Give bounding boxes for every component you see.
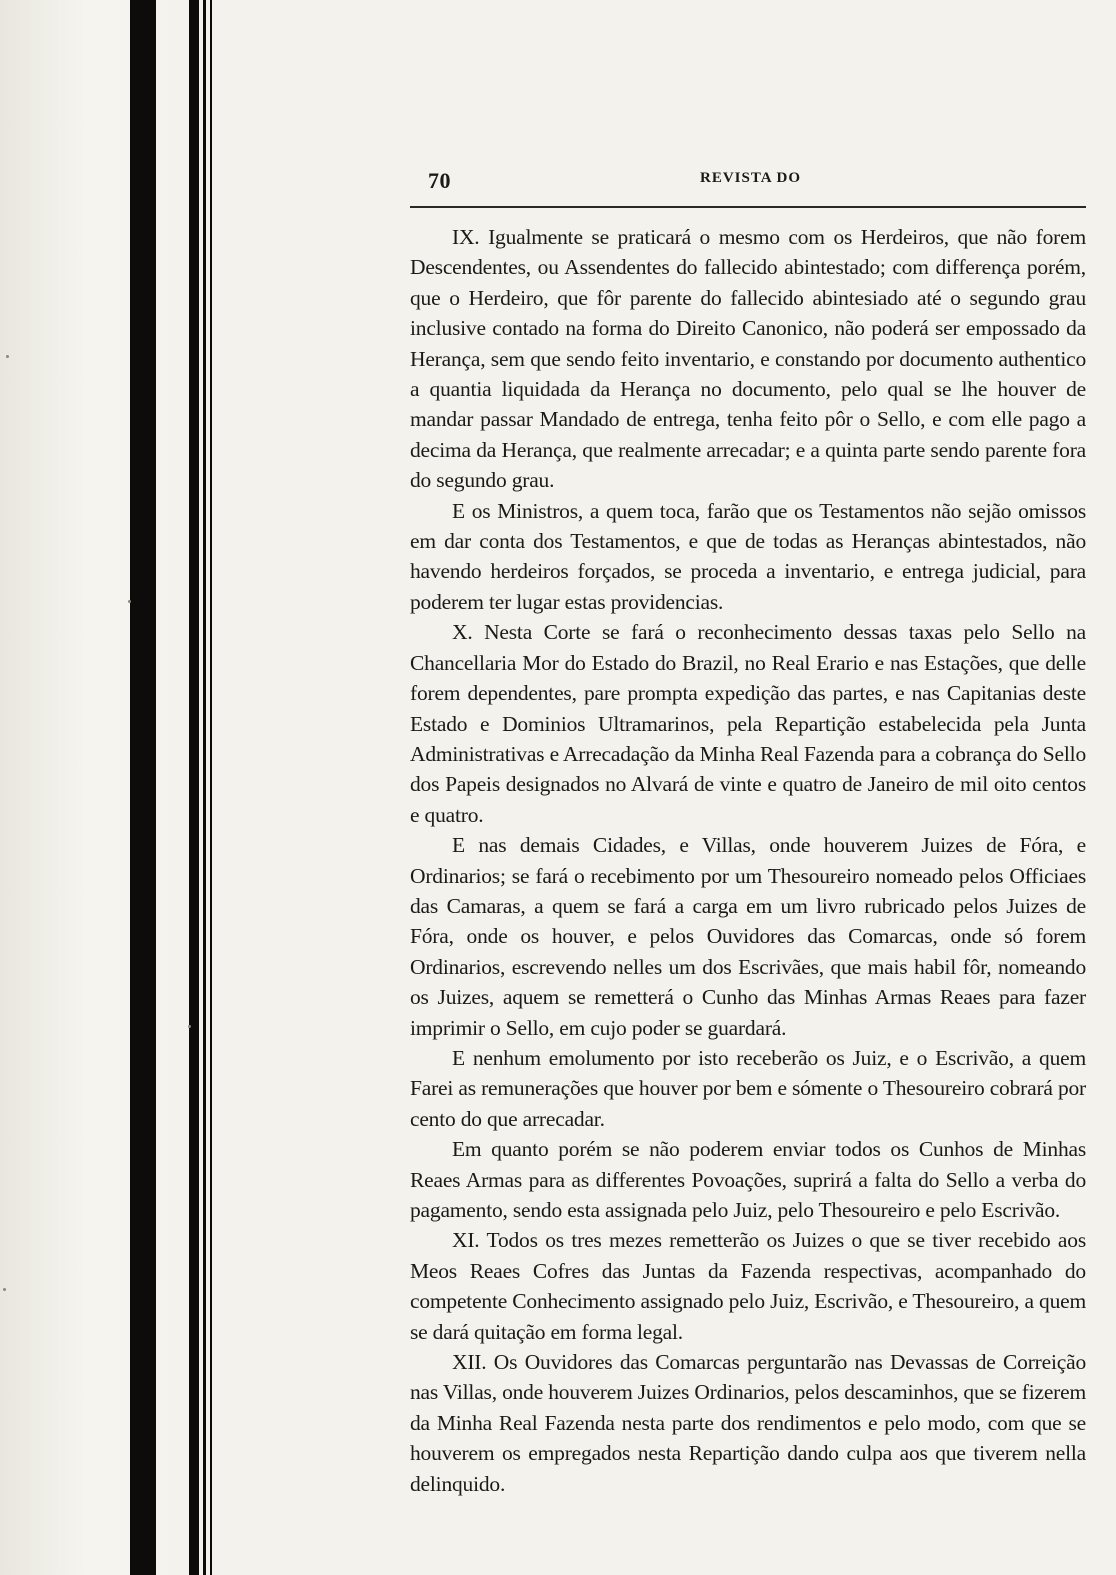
header-rule <box>410 206 1086 208</box>
paragraph-xi: XI. Todos os tres mezes remetterão os Juizes o que se tiver recebido aos Meos Reaes Cofres das Juntas da Fazenda respectivas, acompanhado do competente Conhecimento assignado pelo Juiz, Escrivão, e Thesoureiro, a quem se dará quitação em forma legal. <box>410 1228 1086 1344</box>
paragraph-cunhos: Em quanto porém se não poderem enviar todos os Cunhos de Minhas Reaes Armas para as differentes Povoações, suprirá a falta do Sello a verba do pagamento, sendo esta assignada pelo Juiz, pelo Thesoureiro e pelo Escrivão. <box>410 1137 1086 1222</box>
paragraph-xii: XII. Os Ouvidores das Comarcas perguntarão nas Devassas de Correição nas Villas, onde houverem Juizes Ordinarios, pelos descaminhos, que se fizerem da Minha Real Fazenda nesta parte dos rendimentos e pelo modo, com que se houverem os empregados nesta Repartição dando culpa aos que tiverem nella delinquido. <box>410 1350 1086 1496</box>
book-spine-shadow <box>130 0 156 1575</box>
page-number: 70 <box>428 168 451 193</box>
page-edge-line <box>203 0 206 1575</box>
paragraph-ix: IX. Igualmente se praticará o mesmo com os Herdeiros, que não forem Descendentes, ou Assendentes do fallecido abintestado; com differença porém, que o Herdeiro, que fôr parente do fallecido abintesiado até o segundo grau inclusive contado na forma do Direito Canonico, não poderá ser empossado da Herança, sem que sendo feito inventario, e constando por documento authentico a quantia liquidada da Herança no documento, pelo qual se lhe houver de mandar passar Mandado de entrega, tenha feito pôr o Sello, e com elle pago a decima da Herança, que realmente arrecadar; e a quinta parte sendo parente fora do segundo grau. <box>410 225 1086 493</box>
running-title: REVISTA DO <box>700 170 801 186</box>
printed-page <box>410 160 1094 1570</box>
paragraph-cidades: E nas demais Cidades, e Villas, onde houverem Juizes de Fóra, e Ordinarios; se fará o recebimento por um Thesoureiro nomeado pelos Officiaes das Camaras, a quem se fará a carga em um livro rubricado pelos Juizes de Fóra, onde os houver, e pelos Ouvidores das Comarcas, onde só forem Ordinarios, escrevendo nelles um dos Escrivães, que mais habil fôr, nomeando os Juizes, aquem se remetterá o Cunho das Minhas Armas Reaes para fazer imprimir o Sello, em cujo poder se guardará. <box>410 833 1086 1040</box>
page-edge-line <box>210 0 212 1575</box>
binding-gutter <box>0 0 215 1575</box>
scan-speck <box>188 1025 191 1028</box>
page-edge-shadow <box>189 0 199 1575</box>
body-text <box>410 222 1086 1499</box>
paragraph-emolumento: E nenhum emolumento por isto receberão os Juiz, e o Escrivão, a quem Farei as remunerações que houver por bem e sómente o Thesoureiro cobrará por cento do que arrecadar. <box>410 1045 1086 1131</box>
scan-speck <box>3 1288 6 1291</box>
paragraph-x: X. Nesta Corte se fará o reconhecimento dessas taxas pelo Sello na Chancellaria Mor do Estado do Brazil, no Real Erario e nas Estações, que delle forem dependentes, pare prompta expedição das partes, e nas Capitanias deste Estado e Dominios Ultramarinos, pela Repartição estabelecida pela Junta Administrativas e Arrecadação da Minha Real Fazenda para a cobrança do Sello dos Papeis designados no Alvará de vinte e quatro de Janeiro de mil oito centos e quatro. <box>410 620 1086 827</box>
paragraph-ministros: E os Ministros, a quem toca, farão que os Testamentos não sejão omissos em dar conta dos Testamentos, e que de todas as Heranças abintestados, não havendo herdeiros forçados, se proceda a inventario, e entrega judicial, para poderem ter lugar estas providencias. <box>410 498 1086 614</box>
page-header <box>410 160 1094 198</box>
scan-speck <box>128 600 131 603</box>
scan-speck <box>6 355 9 358</box>
